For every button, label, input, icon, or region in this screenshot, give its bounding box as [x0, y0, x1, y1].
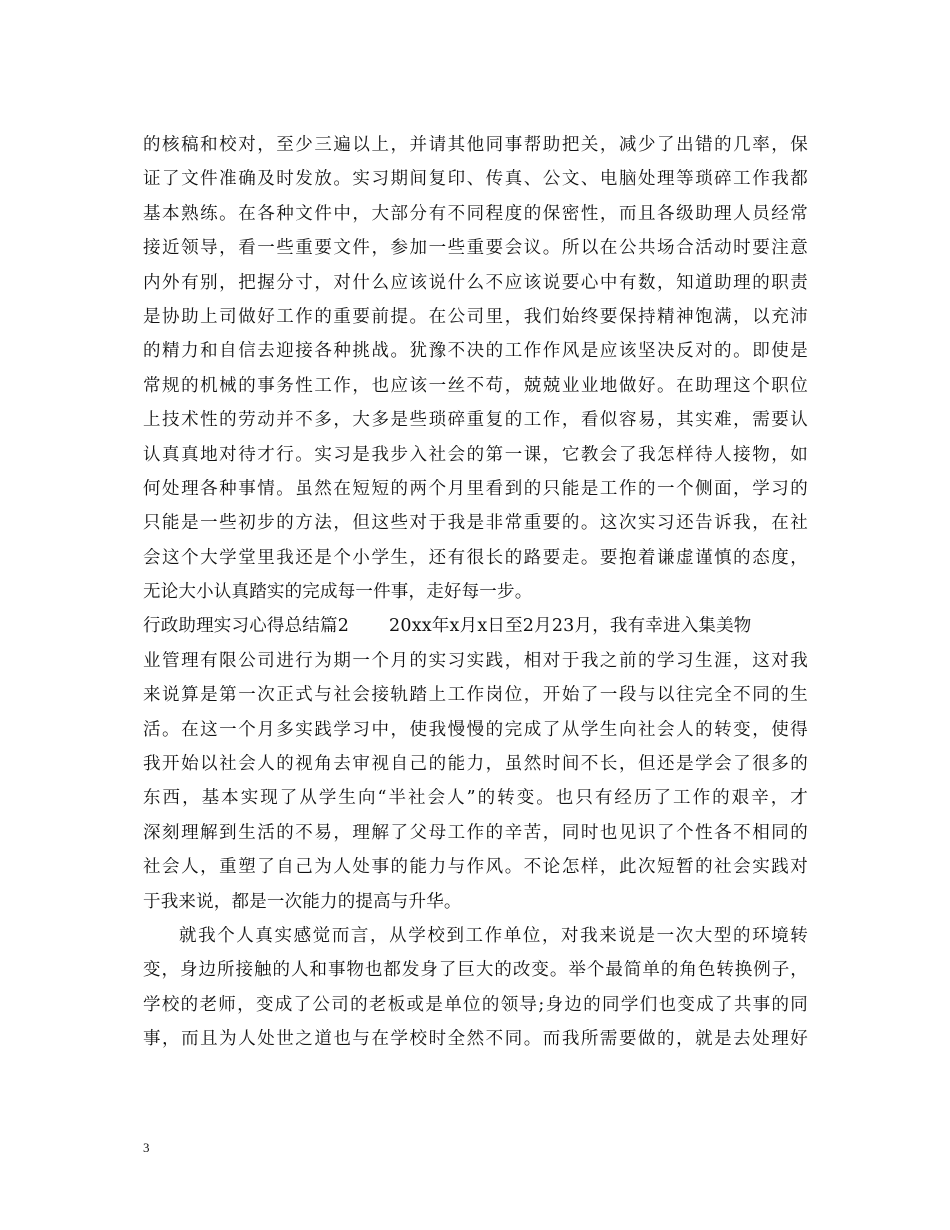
text-line: 内外有别，把握分寸，对什么应该说什么不应该说要心中有数，知道助理的职责	[143, 272, 808, 293]
text-line: 的精力和自信去迎接各种挑战。犹豫不决的工作作风是应该坚决反对的。即使是	[143, 341, 808, 362]
text-line: 变，身边所接触的人和事物也都发身了巨大的改变。举个最简单的角色转换例子，	[143, 960, 808, 981]
text-line: 活。在这一个月多实践学习中，使我慢慢的完成了从学生向社会人的转变，使得	[143, 719, 808, 740]
paragraph-first-line: 就我个人真实感觉而言，从学校到工作单位，对我来说是一次大型的环境转	[179, 925, 808, 946]
text-line: 事，而且为人处世之道也与在学校时全然不同。而我所需要做的，就是去处理好	[143, 1029, 808, 1050]
text-line: 业管理有限公司进行为期一个月的实习实践，相对于我之前的学习生涯，这对我	[143, 650, 808, 671]
text-line: 来说算是第一次正式与社会接轨踏上工作岗位，开始了一段与以往完全不同的生	[143, 685, 808, 706]
text-line: 是协助上司做好工作的重要前提。在公司里，我们始终要保持精神饱满，以充沛	[143, 306, 808, 327]
text-line: 无论大小认真踏实的完成每一件事，走好每一步。	[143, 582, 533, 603]
text-line: 社会人，重塑了自己为人处事的能力与作风。不论怎样，此次短暂的社会实践对	[143, 857, 808, 878]
text-line: 基本熟练。在各种文件中，大部分有不同程度的保密性，而且各级助理人员经常	[143, 203, 808, 224]
section-heading: 行政助理实习心得总结篇2	[143, 616, 350, 637]
text-line: 接近领导，看一些重要文件，参加一些重要会议。所以在公共场合活动时要注意	[143, 238, 808, 259]
text-line: 何处理各种事情。虽然在短短的两个月里看到的只能是工作的一个侧面，学习的	[143, 478, 808, 499]
text-line: 证了文件准确及时发放。实习期间复印、传真、公文、电脑处理等琐碎工作我都	[143, 169, 808, 190]
text-line: 东西，基本实现了从学生向“半社会人”的转变。也只有经历了工作的艰辛，才	[143, 788, 808, 809]
text-line: 于我来说，都是一次能力的提高与升华。	[143, 891, 462, 912]
section-intro-text: 20xx年x月x日至2月23月，我有幸进入集美物	[389, 616, 752, 637]
body-text	[143, 128, 808, 1057]
page-number: 3	[143, 1140, 150, 1155]
text-line: 只能是一些初步的方法，但这些对于我是非常重要的。这次实习还告诉我，在社	[143, 513, 808, 534]
text-line: 学校的老师，变成了公司的老板或是单位的领导;身边的同学们也变成了共事的同	[143, 994, 808, 1015]
text-line: 常规的机械的事务性工作，也应该一丝不苟，兢兢业业地做好。在助理这个职位	[143, 375, 808, 396]
section-heading-line	[143, 609, 808, 643]
text-line: 会这个大学堂里我还是个小学生，还有很长的路要走。要抱着谦虚谨慎的态度，	[143, 547, 808, 568]
text-line: 上技术性的劳动并不多，大多是些琐碎重复的工作，看似容易，其实难，需要认	[143, 410, 808, 431]
text-line: 我开始以社会人的视角去审视自己的能力，虽然时间不长，但还是学会了很多的	[143, 754, 808, 775]
text-line: 认真真地对待才行。实习是我步入社会的第一课，它教会了我怎样待人接物，如	[143, 444, 808, 465]
text-line: 深刻理解到生活的不易，理解了父母工作的辛苦，同时也见识了个性各不相同的	[143, 822, 808, 843]
text-line: 的核稿和校对，至少三遍以上，并请其他同事帮助把关，减少了出错的几率，保	[143, 135, 808, 155]
